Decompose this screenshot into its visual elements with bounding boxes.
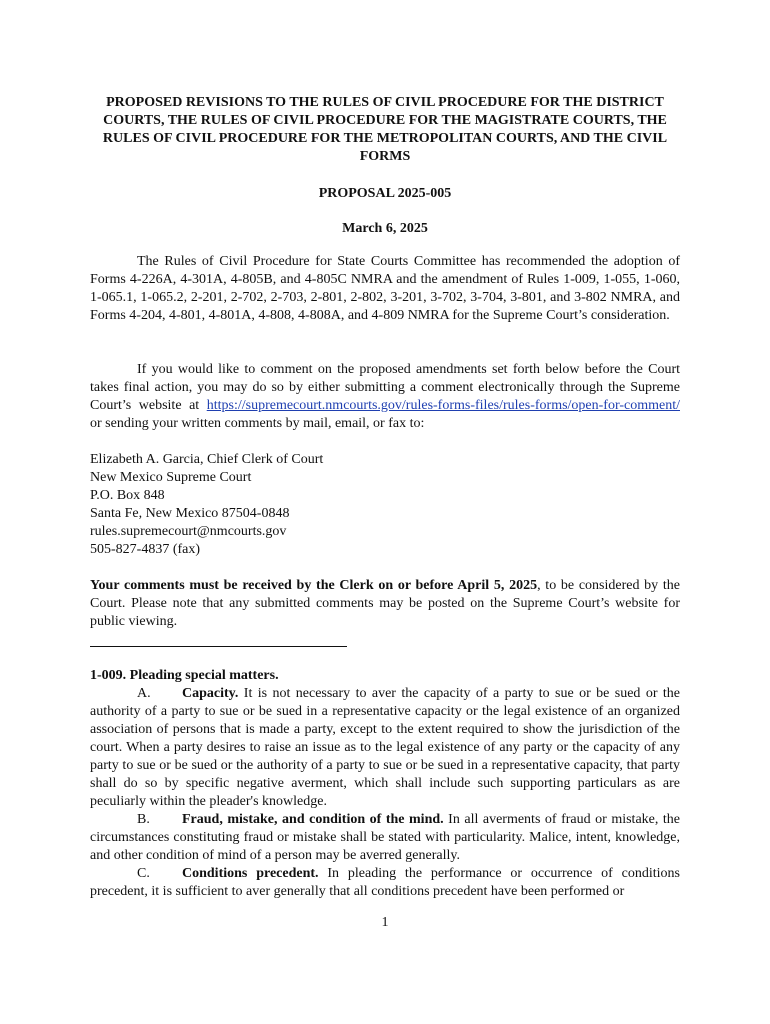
- deadline-rest: , to be considered by the Court. Please note that any submitted comments may be posted on the Supreme Court’s website for public viewing.: [90, 578, 680, 629]
- address-fax: 505-827-4837 (fax): [90, 542, 201, 557]
- address-email: rules.supremecourt@nmcourts.gov: [90, 524, 287, 539]
- address-name: Elizabeth A. Garcia, Chief Clerk of Court: [90, 452, 324, 467]
- comment-paragraph: [90, 361, 680, 433]
- section-text: In all averments of fraud or mistake, the circumstances constituting fraud or mistake shall be stated with particularity. Malice, intent, knowledge, and other condition of mind of a person may be averred generally.: [90, 812, 680, 863]
- rule-section-c: [90, 865, 680, 901]
- comment-text-after: or sending your written comments by mail, email, or fax to:: [90, 416, 425, 431]
- section-text: In pleading the performance or occurrence of conditions precedent, it is sufficient to aver generally that all conditions precedent have been performed or: [90, 866, 680, 899]
- section-label: A.: [137, 686, 151, 701]
- comment-text-before: If you would like to comment on the proposed amendments set forth below before the Court takes final action, you may do so by either submitting a comment electronically through the Supreme Court’s website at: [90, 362, 680, 413]
- section-label: B.: [137, 812, 150, 827]
- section-title: Capacity.: [182, 686, 239, 701]
- separator-line: [90, 646, 347, 647]
- rule-heading: 1-009. Pleading special matters.: [90, 668, 279, 683]
- proposal-date: March 6, 2025: [342, 221, 428, 236]
- rule-section-b: [90, 811, 680, 865]
- address-city: Santa Fe, New Mexico 87504-0848: [90, 506, 290, 521]
- proposal-number: PROPOSAL 2025-005: [318, 186, 452, 201]
- deadline-bold: Your comments must be received by the Clerk on or before April 5, 2025: [90, 578, 538, 593]
- intro-paragraph: The Rules of Civil Procedure for State Courts Committee has recommended the adoption of Forms 4-226A, 4-301A, 4-805B, and 4-805C NMRA and the amendment of Rules 1-009, 1-055, 1-060, 1-065.1, 1-065.2, 2-201, 2-702, 2-703, 2-801, 2-802, 3-201, 3-702, 3-704, 3-801, and 3-802 NMRA, and Forms 4-204, 4-801, 4-801A, 4-808, 4-808A, and 4-809 NMRA for the Supreme Court’s consideration.: [90, 254, 680, 323]
- address-po-box: P.O. Box 848: [90, 488, 165, 503]
- mailing-address: [90, 451, 680, 559]
- deadline-paragraph: [90, 577, 680, 631]
- section-title: Fraud, mistake, and condition of the mind.: [182, 812, 444, 827]
- comment-website-link[interactable]: https://supremecourt.nmcourts.gov/rules-forms-files/rules-forms/open-for-comment/: [206, 398, 680, 413]
- section-title: Conditions precedent.: [182, 866, 319, 881]
- page-number: 1: [381, 915, 389, 930]
- address-org: New Mexico Supreme Court: [90, 470, 252, 485]
- section-label: C.: [137, 866, 150, 881]
- document-title: PROPOSED REVISIONS TO THE RULES OF CIVIL PROCEDURE FOR THE DISTRICT COURTS, THE RULES OF CIVIL PROCEDURE FOR THE MAGISTRATE COURTS, THE RULES OF CIVIL PROCEDURE FOR THE METROPOLITAN COURTS, AND THE CIVIL FORMS: [102, 95, 668, 164]
- rule-section-a: [90, 685, 680, 811]
- section-text: It is not necessary to aver the capacity of a party to sue or be sued or the authority of a party to sue or be sued in a representative capacity or the legal existence of an organized association of persons that is made a party, except to the extent required to show the jurisdiction of the court. When a party desires to raise an issue as to the legal existence of any party or the capacity of any party to sue or be sued or the authority of a party to sue or be sued in a representative capacity, that party shall do so by specific negative averment, which shall include such supporting particulars as are peculiarly within the pleader's knowledge.: [90, 686, 680, 809]
